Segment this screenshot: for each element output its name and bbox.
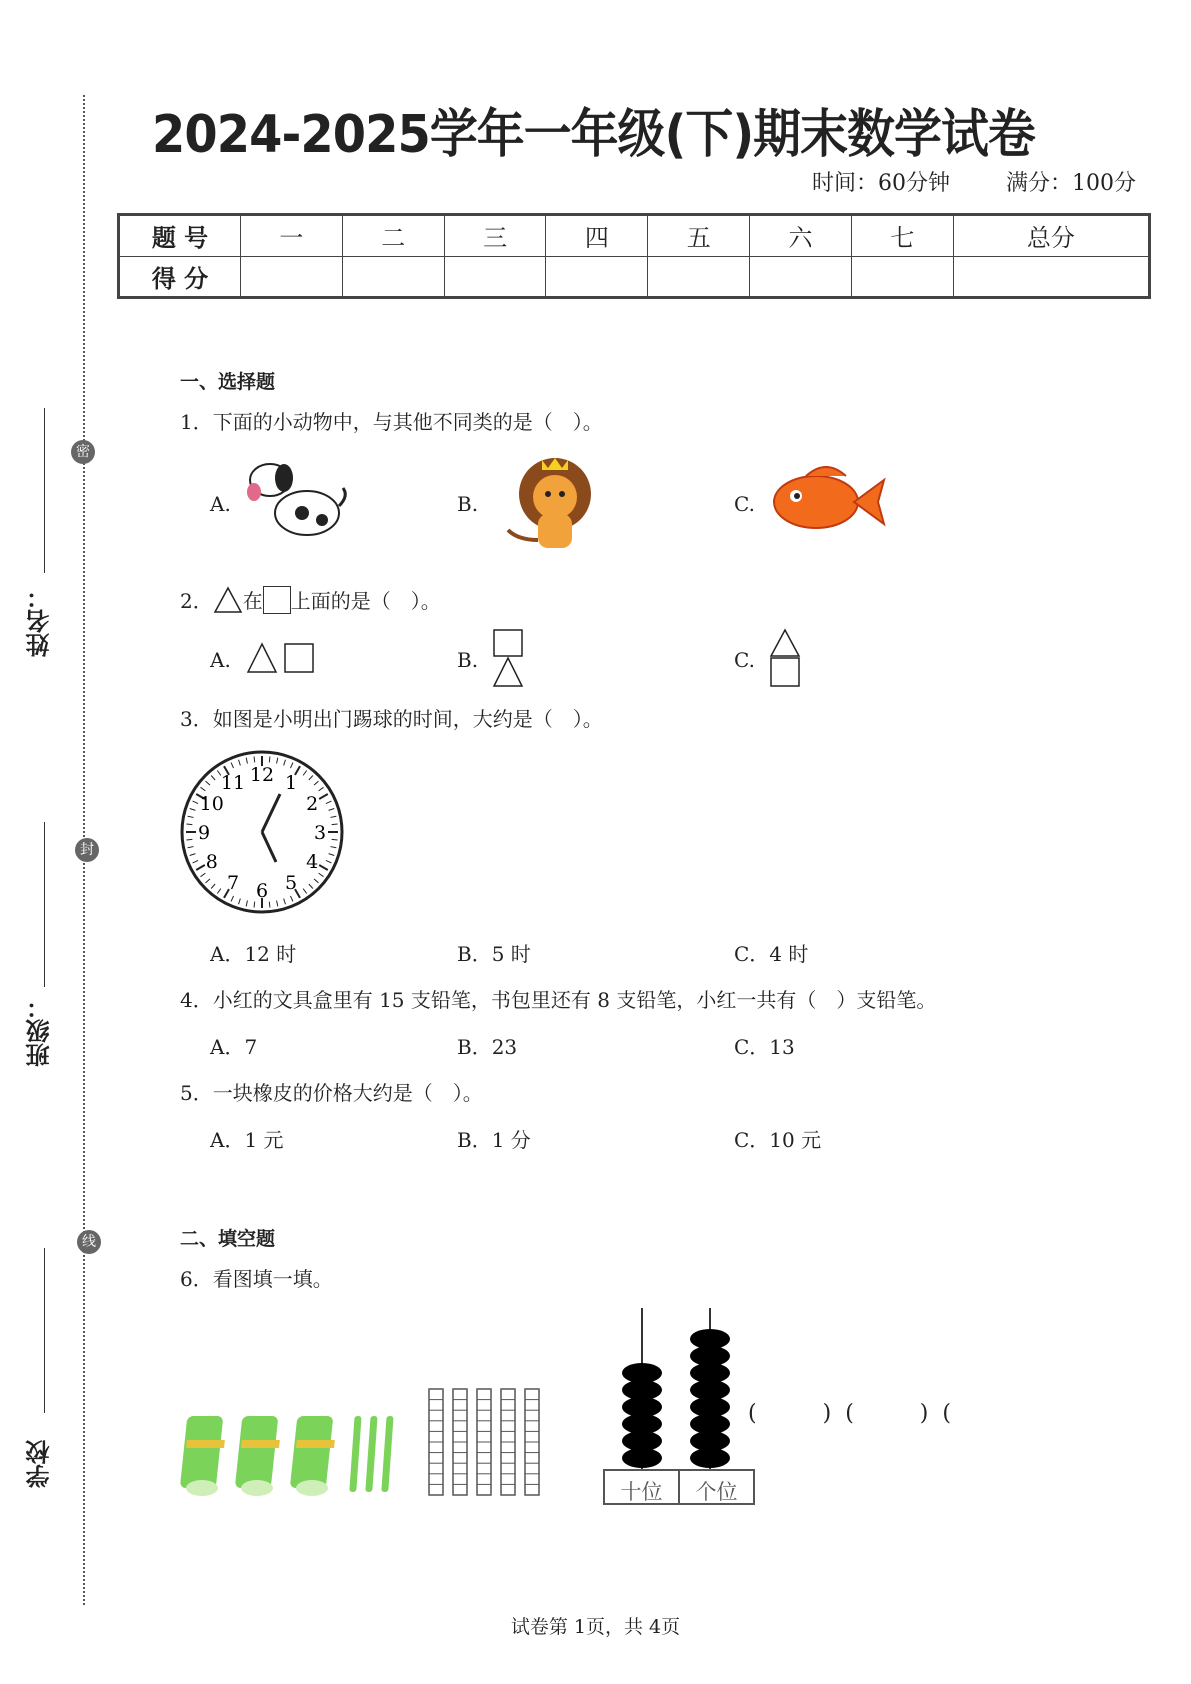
clock-tick — [206, 781, 210, 785]
clock-tick — [193, 801, 198, 803]
school-line — [44, 1248, 45, 1413]
blank-open: ( — [942, 1401, 951, 1426]
blank-open: ( — [748, 1401, 757, 1426]
clock-tick — [332, 839, 338, 840]
triangle-over-square — [768, 628, 802, 688]
clock-number: 3 — [313, 822, 327, 844]
score-label: 得 分 — [119, 256, 241, 298]
q3-option-a[interactable]: A．12 时 — [210, 942, 297, 966]
seal-mi: 密 — [71, 440, 95, 464]
q3-text: 3．如图是小明出门踢球的时间，大约是（ ）。 — [180, 707, 603, 731]
stick-bundle — [290, 1416, 335, 1496]
clock-tick — [332, 824, 338, 825]
clock-tick — [201, 873, 206, 877]
blank-close: ) — [853, 1401, 929, 1426]
square-icon — [263, 586, 291, 614]
score-cell[interactable] — [851, 256, 953, 298]
clock-tick — [319, 787, 324, 791]
sticks-image — [180, 1410, 410, 1500]
triangle-beside-square — [247, 640, 317, 676]
cube-rods-image — [425, 1385, 550, 1500]
q1-text: 1．下面的小动物中，与其他不同类的是（ ）。 — [180, 410, 603, 434]
blank-open: ( — [845, 1401, 854, 1426]
clock-tick — [193, 860, 198, 862]
triangle-icon — [213, 586, 243, 614]
stick-bundle — [235, 1416, 280, 1496]
q2-mid: 在 — [242, 589, 263, 613]
clock-tick — [217, 889, 221, 894]
q3-option-b[interactable]: B．5 时 — [457, 942, 531, 966]
score-cell[interactable] — [750, 256, 852, 298]
clock-tick — [319, 794, 328, 799]
clock-tick — [277, 758, 278, 764]
clock-number: 5 — [284, 872, 298, 895]
q4-option-a[interactable]: A．7 — [210, 1035, 258, 1059]
header-cell: 四 — [546, 215, 648, 257]
clock-tick — [269, 902, 270, 908]
clock-tick — [254, 902, 255, 908]
clock-tick — [231, 763, 233, 768]
ones-bead — [690, 1329, 730, 1349]
clock-number: 11 — [220, 771, 246, 794]
seal-xian: 线 — [77, 1230, 101, 1254]
q3-option-c[interactable]: C．4 时 — [734, 942, 809, 966]
stick-bundle — [180, 1416, 225, 1496]
clock-number: 9 — [197, 822, 211, 844]
clock-tick — [196, 865, 205, 870]
q4-text: 4．小红的文具盒里有 15 支铅笔，书包里还有 8 支铅笔，小红一共有（ ）支铅笔。 — [180, 988, 937, 1012]
clock-tick — [319, 873, 324, 877]
clock-tick — [246, 758, 247, 764]
clock-tick — [309, 884, 313, 888]
clock-tick — [201, 787, 206, 791]
dog-image — [242, 458, 352, 548]
clock-number: 8 — [205, 851, 218, 873]
clock-tick — [329, 854, 335, 856]
hour-hand — [262, 832, 276, 862]
header-cell: 五 — [648, 215, 750, 257]
page-title: 2024-2025学年一年级(下)期末数学试卷 — [152, 105, 1035, 165]
name-label: 姓名： — [25, 585, 54, 657]
clock-tick — [284, 899, 286, 905]
page-footer: 试卷第 1页，共 4页 — [510, 1616, 681, 1638]
seal-feng: 封 — [75, 838, 99, 862]
clock-tick — [269, 756, 270, 762]
score-cell[interactable] — [953, 256, 1149, 298]
answer-blanks[interactable] — [748, 1396, 951, 1427]
clock-tick — [188, 816, 194, 817]
q5-option-b[interactable]: B．1 分 — [457, 1128, 531, 1152]
clock-tick — [290, 763, 292, 768]
single-stick — [365, 1416, 377, 1492]
header-cell: 二 — [342, 215, 444, 257]
minute-hand — [262, 794, 280, 832]
header-cell: 题 号 — [119, 215, 241, 257]
clock-tick — [190, 854, 196, 856]
clock-tick — [211, 884, 215, 888]
time-limit: 时间：60分钟 — [812, 171, 950, 196]
q2-prefix: 2． — [180, 589, 213, 613]
tens-label: 十位 — [620, 1480, 663, 1504]
q4-option-c[interactable]: C．13 — [734, 1035, 795, 1059]
header-cell: 七 — [851, 215, 953, 257]
clock-tick — [254, 756, 255, 762]
q6-text: 6．看图填一填。 — [180, 1267, 333, 1291]
clock-tick — [303, 771, 307, 776]
q5-text: 5．一块橡皮的价格大约是（ ）。 — [180, 1081, 483, 1105]
clock-tick — [290, 896, 292, 901]
school-label: 学校 — [25, 1440, 54, 1488]
score-cell[interactable] — [648, 256, 750, 298]
fish-image — [766, 462, 891, 537]
header-cell: 三 — [444, 215, 546, 257]
q2-option-c[interactable]: C. — [734, 648, 755, 672]
clock-tick — [314, 781, 318, 785]
clock-number: 12 — [249, 764, 275, 786]
section2-title: 二、填空题 — [180, 1228, 276, 1250]
clock-tick — [326, 801, 331, 803]
clock-tick — [309, 776, 313, 780]
clock-tick — [239, 899, 241, 905]
q1-option-b[interactable]: B. — [457, 492, 479, 516]
full-score: 满分：100分 — [1006, 171, 1136, 196]
clock-tick — [206, 879, 210, 883]
clock-tick — [190, 809, 196, 811]
clock-number: 4 — [306, 851, 319, 873]
q1-option-a[interactable]: A. — [210, 492, 231, 516]
clock-tick — [186, 824, 192, 825]
clock-tick — [330, 847, 336, 848]
clock-tick — [329, 809, 335, 811]
name-line — [44, 408, 45, 573]
clock-tick — [186, 839, 192, 840]
clock-tick — [326, 860, 331, 862]
clock-number: 10 — [199, 793, 224, 815]
single-stick — [381, 1416, 393, 1492]
single-stick — [349, 1416, 361, 1492]
blank-close: ) — [756, 1401, 832, 1426]
square-over-triangle — [491, 628, 525, 688]
q5-option-c[interactable]: C．10 元 — [734, 1128, 822, 1152]
clock-tick — [246, 900, 247, 906]
clock-tick — [239, 760, 241, 766]
score-table — [117, 213, 1151, 299]
clock-tick — [211, 776, 215, 780]
header-cell: 总分 — [953, 215, 1149, 257]
clock-tick — [330, 816, 336, 817]
clock-tick — [319, 865, 328, 870]
class-line — [44, 822, 45, 987]
clock-tick — [284, 760, 286, 766]
score-cell[interactable] — [546, 256, 648, 298]
clock-tick — [303, 889, 307, 894]
tens-bead — [622, 1363, 662, 1383]
ones-label: 个位 — [695, 1480, 738, 1504]
score-cell[interactable] — [444, 256, 546, 298]
score-cell[interactable] — [342, 256, 444, 298]
clock-tick — [231, 896, 233, 901]
q2-option-a[interactable]: A. — [210, 648, 231, 672]
clock-tick — [277, 900, 278, 906]
score-cell[interactable] — [241, 256, 343, 298]
clock-number: 2 — [306, 793, 319, 815]
section1-title: 一、选择题 — [180, 371, 276, 393]
q2-suffix: 上面的是（ ）。 — [290, 589, 441, 613]
class-label: 班级： — [25, 995, 54, 1067]
clock-image — [178, 748, 346, 916]
clock-number: 1 — [284, 771, 298, 794]
clock-number: 7 — [226, 872, 240, 895]
lion-image — [490, 452, 600, 552]
clock-number: 6 — [255, 880, 269, 902]
header-cell: 一 — [241, 215, 343, 257]
clock-tick — [188, 847, 194, 848]
clock-tick — [314, 879, 318, 883]
q1-option-c[interactable]: C. — [734, 492, 755, 516]
header-cell: 六 — [750, 215, 852, 257]
q5-option-a[interactable]: A．1 元 — [210, 1128, 284, 1152]
q2-option-b[interactable]: B. — [457, 648, 479, 672]
q2-text — [180, 585, 441, 614]
q4-option-b[interactable]: B．23 — [457, 1035, 518, 1059]
